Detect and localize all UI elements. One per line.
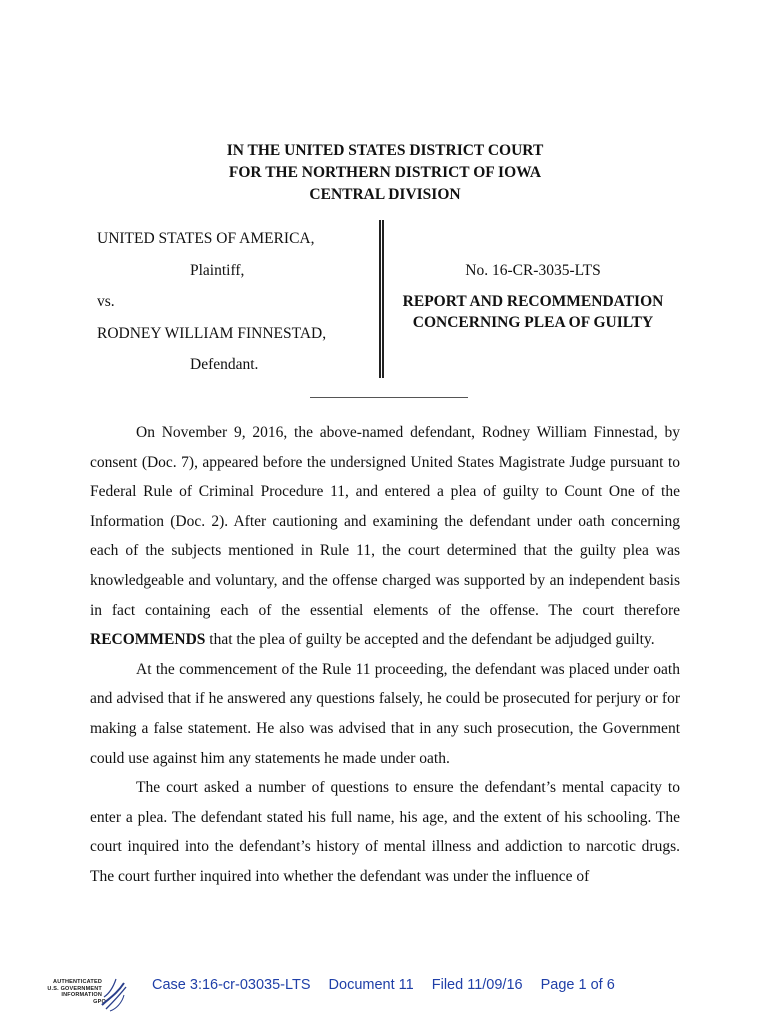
document-title-line-2: CONCERNING PLEA OF GUILTY xyxy=(412,314,654,331)
case-filing-info xyxy=(152,977,629,993)
caption-underline xyxy=(310,397,468,398)
versus-label: vs. xyxy=(97,293,115,310)
gpo-eagle-icon xyxy=(98,975,130,1015)
case-number: No. 16-CR-3035-LTS xyxy=(465,262,601,279)
paragraph-1: On November 9, 2016, the above-named defendant, Rodney William Finnestad, by consent (Doc. 7), appeared before the undersigned United States Magistrate Judge pursuant to Federal Rule of Criminal Procedure 11, and entered a plea of guilty to Count One of the Information (Doc. 2). After cautioning and examining the defendant under oath concerning each of the subjects mentioned in Rule 11, the court determined that the guilty plea was knowledgeable and voluntary, and the offense charged was supported by an independent basis in fact containing each of the essential elements of the offense. The court therefore RECOMMENDS that the plea of guilty be accepted and the defendant be adjudged guilty. xyxy=(90,424,680,649)
filed-date-footer: Filed 11/09/16 xyxy=(431,977,523,993)
document-title-line-1: REPORT AND RECOMMENDATION xyxy=(402,293,664,310)
plaintiff-name: UNITED STATES OF AMERICA, xyxy=(97,230,315,247)
defendant-role: Defendant. xyxy=(190,356,259,373)
plaintiff-role: Plaintiff, xyxy=(190,262,245,279)
caption-divider xyxy=(379,220,385,378)
case-caption xyxy=(0,225,770,385)
court-header xyxy=(0,140,770,206)
document-body xyxy=(90,418,680,892)
gpo-authentication-seal xyxy=(40,975,130,1015)
court-header-line-3: CENTRAL DIVISION xyxy=(309,186,461,203)
case-number-footer: Case 3:16-cr-03035-LTS xyxy=(152,977,311,993)
recommends-emphasis: RECOMMENDS xyxy=(90,631,206,649)
court-header-line-2: FOR THE NORTHERN DISTRICT OF IOWA xyxy=(228,164,542,181)
defendant-name: RODNEY WILLIAM FINNESTAD, xyxy=(97,325,327,342)
gpo-seal-text: AUTHENTICATED U.S. GOVERNMENT INFORMATION GPO xyxy=(47,979,106,1005)
page-number-footer: Page 1 of 6 xyxy=(540,977,615,993)
document-number-footer: Document 11 xyxy=(328,977,414,993)
paragraph-2: At the commencement of the Rule 11 proceeding, the defendant was placed under oath and advised that if he answered any questions falsely, he could be prosecuted for perjury or for making a false statement. He also was advised that in any such prosecution, the Government could use against him any statements he made under oath. xyxy=(90,660,680,767)
page-footer xyxy=(0,975,770,1015)
court-header-line-1: IN THE UNITED STATES DISTRICT COURT xyxy=(226,142,544,159)
paragraph-3: The court asked a number of questions to ensure the defendant’s mental capacity to enter a plea. The defendant stated his full name, his age, and the extent of his schooling. The court inquired into the defendant’s history of mental illness and addiction to narcotic drugs. The court further inquired into whether the defendant was under the influence of xyxy=(90,779,680,885)
document-title xyxy=(388,291,678,333)
